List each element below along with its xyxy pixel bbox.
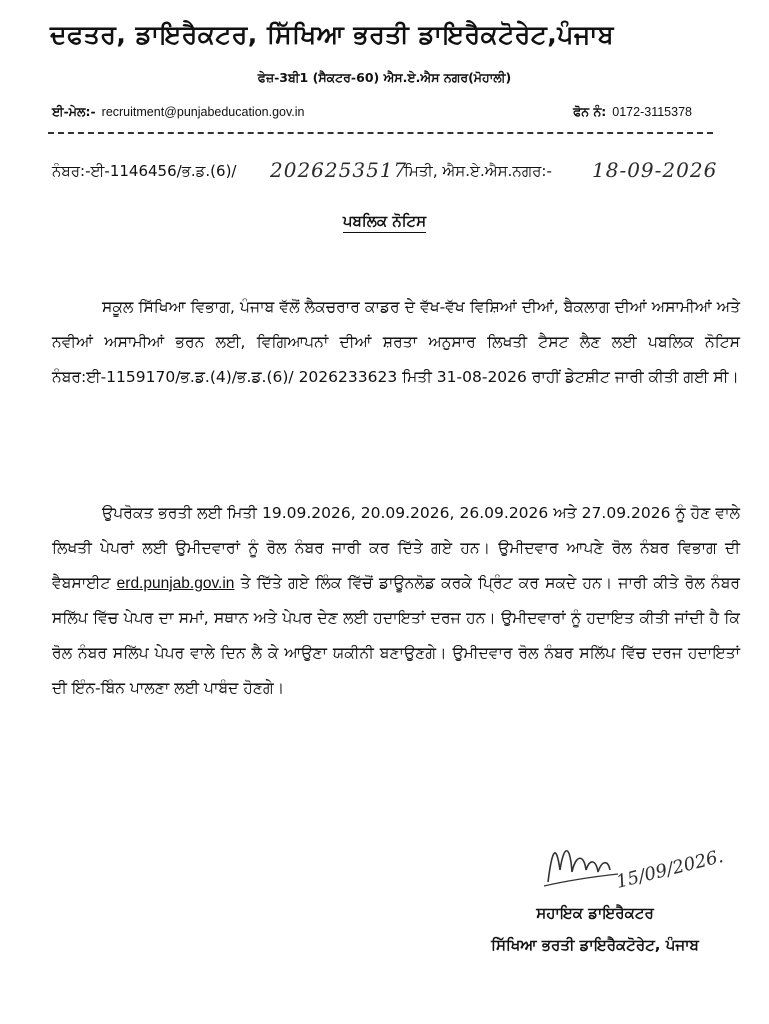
signatory-office: ਸਿੱਖਿਆ ਭਰਤੀ ਡਾਇਰੈਕਟੋਰੇਟ, ਪੰਜਾਬ bbox=[491, 936, 699, 954]
paragraph-2-text-a: ਉਪਰੋਕਤ ਭਰਤੀ ਲਈ ਮਿਤੀ 19.09.2026, 20.09.2026, 26.09.2026 ਅਤੇ 27.09.2026 ਨੂੰ ਹੋਣ ਵਾਲੇ ਲਿਖਤੀ ਪੇਪਰਾਂ ਲਈ ਉਮੀਦਵਾਰਾਂ ਨੂੰ ਰੋਲ ਨੰਬਰ ਜਾਰੀ ਕਰ ਦਿੱਤੇ ਗਏ ਹਨ। ਉਮੀਦਵਾਰ ਆਪਣੇ ਰੋਲ ਨੰਬਰ ਵਿਭਾਗ ਦੀ ਵੈਬਸਾਈਟ bbox=[52, 504, 740, 592]
body-paragraph-1: ਸਕੂਲ ਸਿੱਖਿਆ ਵਿਭਾਗ, ਪੰਜਾਬ ਵੱਲੋਂ ਲੈਕਚਰਾਰ ਕਾਡਰ ਦੇ ਵੱਖ-ਵੱਖ ਵਿਸ਼ਿਆਂ ਦੀਆਂ, ਬੈਕਲਾਗ ਦੀਆਂ ਅਸਾਮੀਆਂ ਅਤੇ ਨਵੀਆਂ ਅਸਾਮੀਆਂ ਭਰਨ ਲਈ, ਵਿਗਿਆਪਨਾਂ ਦੀਆਂ ਸ਼ਰਤਾ ਅਨੁਸਾਰ ਲਿਖਤੀ ਟੈਸਟ ਲੈਣ ਲਈ ਪਬਲਿਕ ਨੋਟਿਸ ਨੰਬਰ:ਈ-1159170/ਭ.ਡ.(4)/ਭ.ਡ.(6)/ 2026233623 ਮਿਤੀ 31-08-2026 ਰਾਹੀਂ ਡੇਟਸ਼ੀਟ ਜਾਰੀ ਕੀਤੀ ਗਈ ਸੀ। bbox=[52, 298, 740, 386]
header-divider bbox=[48, 132, 713, 134]
phone-block bbox=[573, 104, 692, 120]
office-title: ਦਫਤਰ, ਡਾਇਰੈਕਟਰ, ਸਿੱਖਿਆ ਭਰਤੀ ਡਾਇਰੈਕਟੋਰੇਟ,ਪੰਜਾਬ bbox=[50, 20, 614, 49]
office-address: ਫੇਜ਼-3ਬੀ1 (ਸੈਕਟਰ-60) ਐਸ.ਏ.ਐਸ ਨਗਰ(ਮੋਹਾਲੀ) bbox=[257, 70, 512, 85]
signatory-block bbox=[440, 897, 750, 961]
notice-heading-text: ਪਬਲਿਕ ਨੋਟਿਸ bbox=[343, 212, 426, 233]
reference-number-handwritten: 2026253517 bbox=[270, 158, 408, 182]
reference-date-handwritten: 18-09-2026 bbox=[592, 158, 718, 182]
signature-stroke bbox=[548, 851, 610, 882]
reference-date-label: ਮਿਤੀ, ਐਸ.ਏ.ਐਸ.ਨਗਰ:- bbox=[404, 162, 552, 180]
contact-row bbox=[52, 104, 692, 124]
email-label: ਈ-ਮੇਲ:- bbox=[52, 104, 96, 119]
body-paragraph-2 bbox=[52, 496, 740, 706]
signature-handwritten-date: 15/09/2026. bbox=[614, 845, 726, 893]
signature-underline bbox=[544, 874, 618, 886]
signature-scribble bbox=[540, 820, 740, 900]
email-block bbox=[52, 104, 305, 120]
email-address[interactable]: recruitment@punjabeducation.gov.in bbox=[101, 105, 305, 119]
signatory-designation: ਸਹਾਇਕ ਡਾਇਰੈਕਟਰ bbox=[536, 904, 654, 922]
phone-number: 0172-3115378 bbox=[612, 105, 692, 119]
notice-heading bbox=[0, 212, 769, 230]
reference-number-label: ਨੰਬਰ:-ਈ-1146456/ਭ.ਡ.(6)/ bbox=[52, 162, 237, 180]
phone-label: ਫੋਨ ਨੰ: bbox=[573, 104, 607, 119]
paragraph-2-text-b: ਤੇ ਦਿੱਤੇ ਗਏ ਲਿੰਕ ਵਿੱਚੋਂ ਡਾਊਨਲੋਡ ਕਰਕੇ ਪ੍ਰਿੰਟ ਕਰ ਸਕਦੇ ਹਨ। ਜਾਰੀ ਕੀਤੇ ਰੋਲ ਨੰਬਰ ਸਲਿੱਪ ਵਿੱਚ ਪੇਪਰ ਦਾ ਸਮਾਂ, ਸਥਾਨ ਅਤੇ ਪੇਪਰ ਦੇਣ ਲਈ ਹਦਾਇਤਾਂ ਦਰਜ ਹਨ। ਉਮੀਦਵਾਰਾਂ ਨੂੰ ਹਦਾਇਤ ਕੀਤੀ ਜਾਂਦੀ ਹੈ ਕਿ ਰੋਲ ਨੰਬਰ ਸਲਿੱਪ ਪੇਪਰ ਵਾਲੇ ਦਿਨ ਲੈ ਕੇ ਆਉਣਾ ਯਕੀਨੀ ਬਣਾਉਣਗੇ। ਉਮੀਦਵਾਰ ਰੋਲ ਨੰਬਰ ਸਲਿੱਪ ਵਿੱਚ ਦਰਜ ਹਦਾਇਤਾਂ ਦੀ ਇੰਨ-ਬਿੰਨ ਪਾਲਣਾ ਲਈ ਪਾਬੰਦ ਹੋਣਗੇ। bbox=[52, 574, 740, 697]
reference-row bbox=[52, 158, 752, 188]
website-link[interactable]: erd.punjab.gov.in bbox=[116, 575, 235, 592]
